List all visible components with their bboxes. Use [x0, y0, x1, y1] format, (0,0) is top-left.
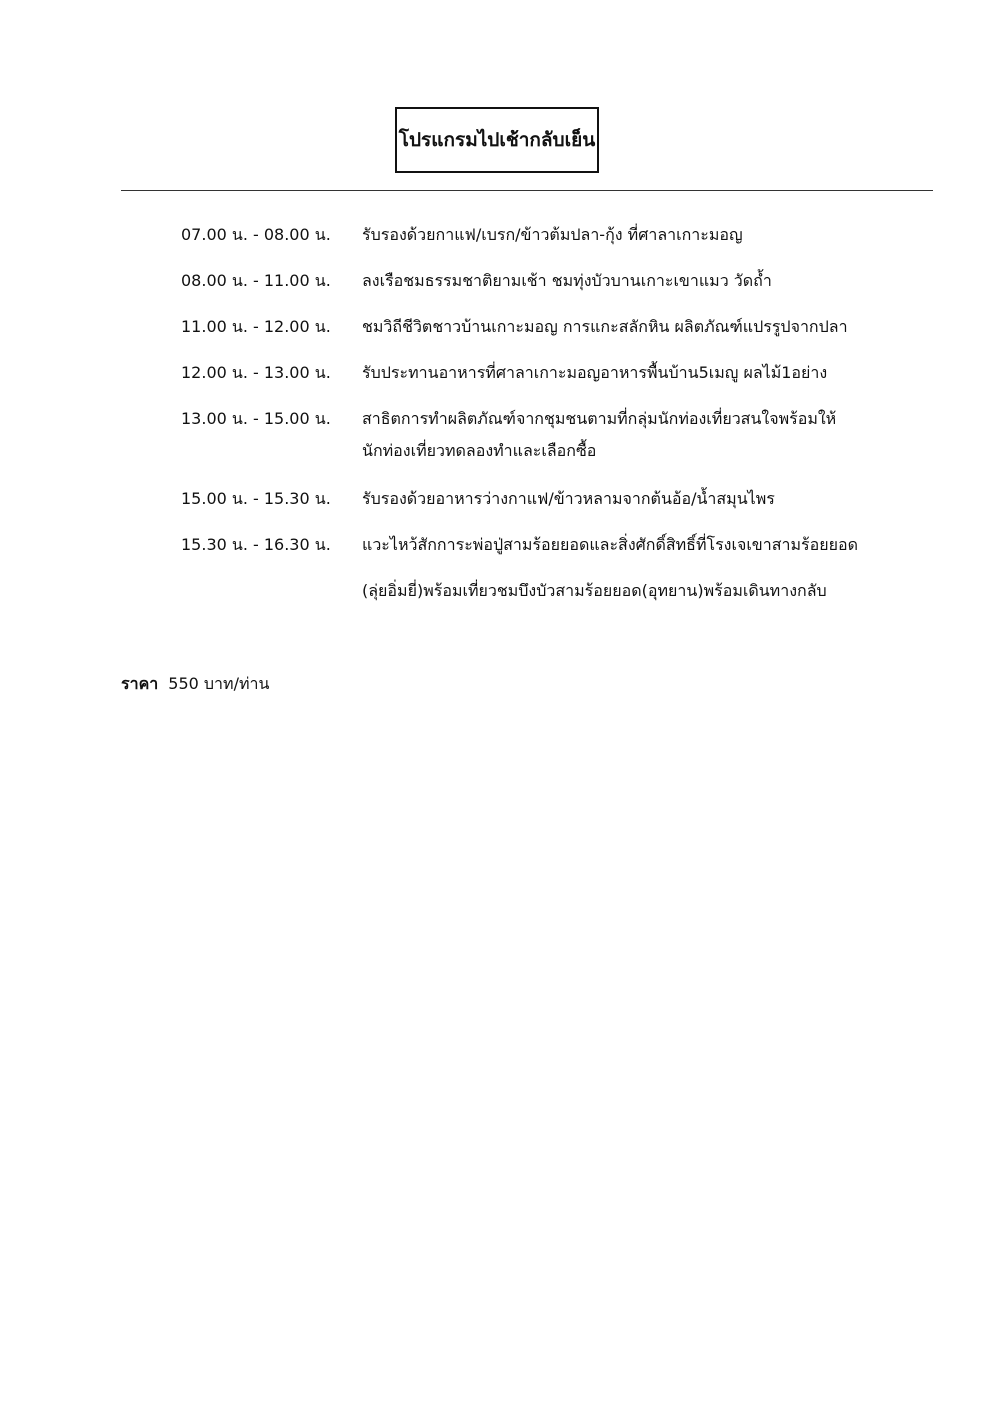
- schedule-time: 12.00 น. - 13.00 น.: [181, 363, 331, 382]
- horizontal-divider: [121, 190, 933, 191]
- schedule-description: [362, 483, 902, 515]
- schedule-description: [362, 219, 902, 251]
- price-line: [121, 668, 269, 700]
- schedule-description-line: รับรองด้วยอาหารว่างกาแฟ/ข้าวหลามจากต้นอ้อ/น้ำสมุนไพร: [362, 489, 775, 508]
- schedule-description-line: ชมวิถีชีวิตชาวบ้านเกาะมอญ การแกะสลักหิน ผลิตภัณฑ์แปรรูปจากปลา: [362, 317, 848, 336]
- schedule-time: 07.00 น. - 08.00 น.: [181, 225, 331, 244]
- schedule-description: [362, 529, 902, 561]
- schedule-description-line: สาธิตการทำผลิตภัณฑ์จากชุมชนตามที่กลุ่มนักท่องเที่ยวสนใจพร้อมให้: [362, 409, 837, 428]
- price-label: ราคา: [121, 674, 159, 693]
- schedule-time: 13.00 น. - 15.00 น.: [181, 409, 331, 428]
- schedule-description: [362, 575, 902, 607]
- schedule-description-line: (ลุ่ยอิ่มยี่)พร้อมเที่ยวชมบึงบัวสามร้อยยอด(อุทยาน)พร้อมเดินทางกลับ: [362, 581, 827, 600]
- schedule-description: [362, 403, 902, 467]
- schedule-description-line: รับประทานอาหารที่ศาลาเกาะมอญอาหารพื้นบ้าน5เมญู ผลไม้1อย่าง: [362, 363, 828, 382]
- schedule-description-line: นักท่องเที่ยวทดลองทำและเลือกซื้อ: [362, 441, 597, 460]
- schedule-time: 11.00 น. - 12.00 น.: [181, 317, 331, 336]
- schedule-description: [362, 357, 902, 389]
- title-box: [395, 107, 599, 173]
- schedule-time: 15.00 น. - 15.30 น.: [181, 489, 331, 508]
- price-value: 550 บาท/ท่าน: [168, 674, 270, 693]
- page-title: โปรแกรมไปเช้ากลับเย็น: [398, 129, 596, 151]
- schedule-time: 15.30 น. - 16.30 น.: [181, 535, 331, 554]
- schedule-description-line: แวะไหว้สักการะพ่อปู่สามร้อยยอดและสิ่งศักดิ์สิทธิ์ที่โรงเจเขาสามร้อยยอด: [362, 535, 858, 554]
- schedule-description: [362, 265, 902, 297]
- schedule-time: 08.00 น. - 11.00 น.: [181, 271, 331, 290]
- schedule-description-line: ลงเรือชมธรรมชาติยามเช้า ชมทุ่งบัวบานเกาะเขาแมว วัดถ้ำ: [362, 271, 772, 290]
- schedule-description: [362, 311, 902, 343]
- schedule-description-line: รับรองด้วยกาแฟ/เบรก/ข้าวต้มปลา-กุ้ง ที่ศาลาเกาะมอญ: [362, 225, 743, 244]
